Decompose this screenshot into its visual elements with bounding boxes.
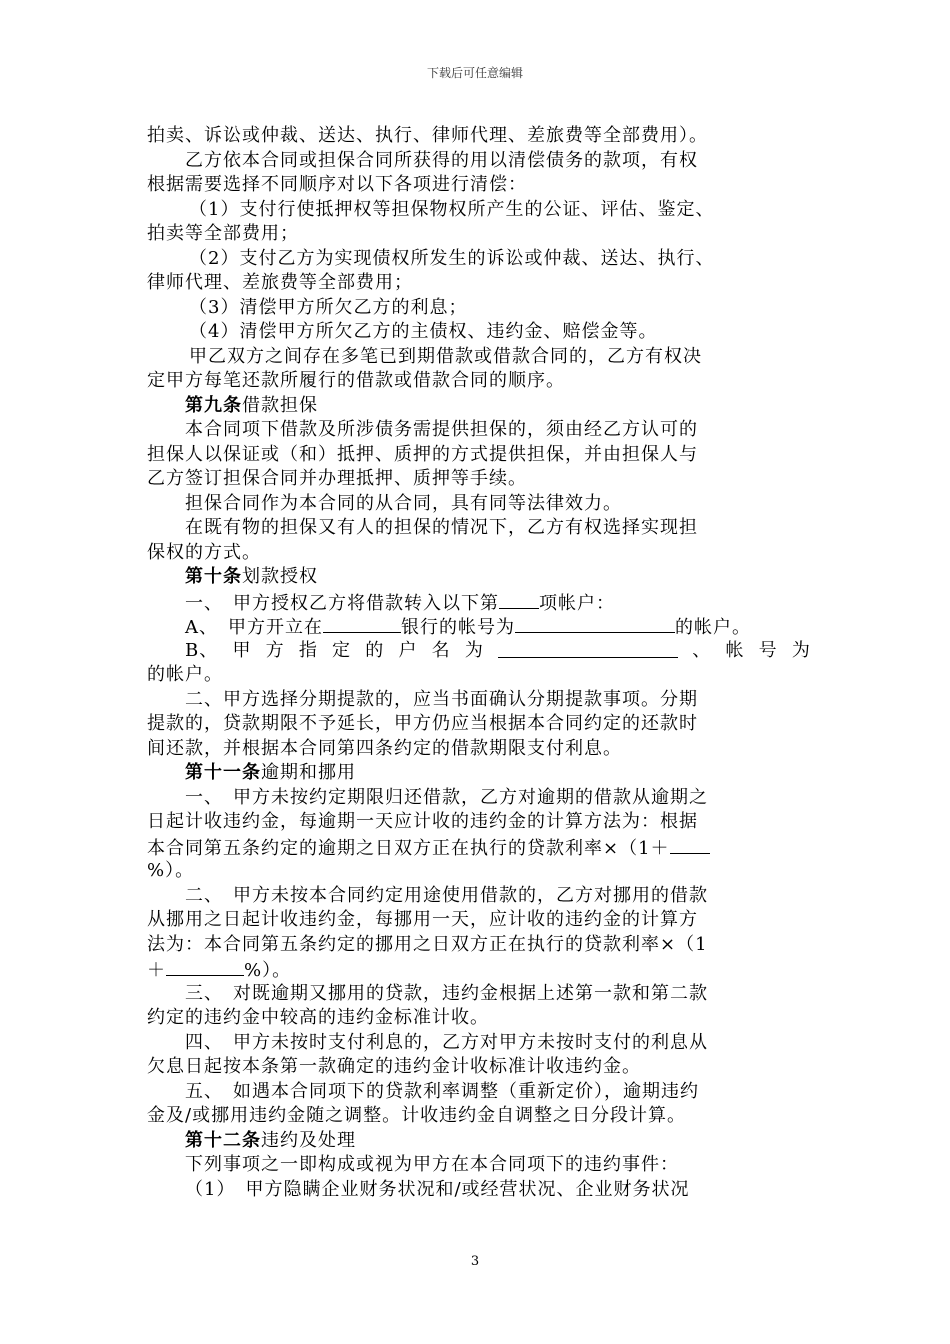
text-line <box>147 639 811 664</box>
text-line: 下列事项之一即构成或视为甲方在本合同项下的违约事件： <box>185 1154 679 1175</box>
text-line: 定甲方每笔还款所履行的借款或借款合同的顺序。 <box>147 370 565 391</box>
text-line: 三、 对既逾期又挪用的贷款，违约金根据上述第一款和第二款 <box>185 982 708 1004</box>
text-line: 担保合同作为本合同的从合同，具有同等法律效力。 <box>185 492 622 514</box>
article-10-heading <box>147 565 811 590</box>
text-line: 提款的，贷款期限不予延长，甲方仍应当根据本合同约定的还款时 <box>147 713 698 734</box>
list-item: （3）清偿甲方所欠乙方的利息； <box>189 296 468 318</box>
text-span: 甲 <box>232 639 252 661</box>
page-number: 3 <box>470 1254 480 1269</box>
text-line: 日起计收违约金，每逾期一天应计收的违约金的计算方法为：根据 <box>147 811 698 832</box>
text-span: 的 <box>365 639 385 661</box>
text-line: 乙方依本合同或担保合同所获得的用以清偿债务的款项，有权 <box>185 149 698 171</box>
text-span: 方 <box>265 639 285 661</box>
article-title: 借款担保 <box>242 394 318 416</box>
text-line: 二、 甲方未按本合同约定用途使用借款的，乙方对挪用的借款 <box>185 884 708 906</box>
text-span: 为 <box>464 639 484 661</box>
list-item: （4）清偿甲方所欠乙方的主债权、违约金、赔偿金等。 <box>189 321 658 342</box>
text-line <box>147 614 811 639</box>
text-span: 户 <box>398 639 418 661</box>
fill-in-blank <box>166 957 244 976</box>
fill-in-blank <box>499 590 539 609</box>
text-span: B、 <box>185 639 219 661</box>
article-title: 违约及处理 <box>261 1129 356 1151</box>
text-span: 银行的帐号为 <box>401 617 515 638</box>
article-12-heading <box>147 1129 811 1154</box>
text-line: 五、 如遇本合同项下的贷款利率调整（重新定价），逾期违约 <box>185 1080 699 1102</box>
text-span: 号 <box>758 639 778 661</box>
text-line: 法为：本合同第五条约定的挪用之日双方正在执行的贷款利率×（1 <box>147 933 708 955</box>
text-span: 指 <box>298 639 318 661</box>
fill-in-blank <box>323 614 401 633</box>
text-line: 担保人以保证或（和）抵押、质押的方式提供担保，并由担保人与 <box>147 443 698 465</box>
text-span: %）。 <box>244 960 292 981</box>
text-span: 本合同第五条约定的逾期之日双方正在执行的贷款利率×（1＋ <box>147 837 670 859</box>
text-line: 拍卖、诉讼或仲裁、送达、执行、律师代理、差旅费等全部费用）。 <box>147 125 708 146</box>
text-line: 在既有物的担保又有人的担保的情况下，乙方有权选择实现担 <box>185 517 698 538</box>
text-span: 定 <box>332 639 352 661</box>
text-line <box>147 590 811 615</box>
text-span: 的帐户。 <box>675 617 751 638</box>
text-line: 乙方签订担保合同并办理抵押、质押等手续。 <box>147 468 527 489</box>
text-span: 帐 <box>725 639 745 661</box>
article-title: 划款授权 <box>242 566 318 587</box>
text-line: 间还款，并根据本合同第四条约定的借款期限支付利息。 <box>147 737 622 759</box>
text-line: 从挪用之日起计收违约金，每挪用一天，应计收的违约金的计算方 <box>147 909 698 930</box>
fill-in-blank <box>670 835 710 854</box>
list-item: （2）支付乙方为实现债权所发生的诉讼或仲裁、送达、执行、 <box>189 247 715 269</box>
article-number: 第十条 <box>185 566 242 587</box>
article-number: 第十二条 <box>185 1129 261 1151</box>
text-span: ＋ <box>147 960 166 981</box>
text-span: A、 甲方开立在 <box>185 617 323 638</box>
text-span: 为 <box>791 639 811 661</box>
page-header-note: 下载后可任意编辑 <box>426 66 523 80</box>
text-line: 欠息日起按本条第一款确定的违约金计收标准计收违约金。 <box>147 1056 641 1077</box>
article-9-heading <box>147 394 811 419</box>
text-line: 一、 甲方未按约定期限归还借款，乙方对逾期的借款从逾期之 <box>185 786 708 808</box>
article-11-heading <box>147 761 811 786</box>
text-span: 一、 甲方授权乙方将借款转入以下第 <box>185 592 499 614</box>
list-item: （1） 甲方隐瞒企业财务状况和/或经营状况、企业财务状况 <box>185 1178 690 1200</box>
article-number: 第九条 <box>185 394 242 416</box>
text-line: 的帐户。 <box>147 664 223 685</box>
text-line <box>147 835 811 860</box>
article-title: 逾期和挪用 <box>261 762 356 783</box>
text-line: 二、甲方选择分期提款的，应当书面确认分期提款事项。分期 <box>185 688 698 710</box>
contract-body <box>147 124 811 1202</box>
list-item: （1）支付行使抵押权等担保物权所产生的公证、评估、鉴定、 <box>189 198 715 220</box>
text-line: 律师代理、差旅费等全部费用； <box>147 272 413 293</box>
text-span: 、 <box>692 639 712 661</box>
text-line: 四、 甲方未按时支付利息的，乙方对甲方未按时支付的利息从 <box>185 1031 708 1053</box>
text-line: 根据需要选择不同顺序对以下各项进行清偿： <box>147 174 527 195</box>
article-number: 第十一条 <box>185 762 261 783</box>
text-line: 约定的违约金中较高的违约金标准计收。 <box>147 1007 489 1028</box>
text-span: 项帐户： <box>539 592 615 614</box>
text-line: 甲乙双方之间存在多笔已到期借款或借款合同的，乙方有权决 <box>189 345 702 367</box>
fill-in-blank <box>498 639 678 658</box>
text-line: 拍卖等全部费用； <box>147 223 299 244</box>
text-line: 保权的方式。 <box>147 541 261 563</box>
text-line: %）。 <box>147 860 195 881</box>
fill-in-blank <box>515 614 675 633</box>
text-line: 本合同项下借款及所涉债务需提供担保的，须由经乙方认可的 <box>185 419 698 440</box>
text-line: 金及/或挪用违约金随之调整。计收违约金自调整之日分段计算。 <box>147 1105 687 1126</box>
text-line <box>147 957 811 982</box>
text-span: 名 <box>431 639 451 661</box>
